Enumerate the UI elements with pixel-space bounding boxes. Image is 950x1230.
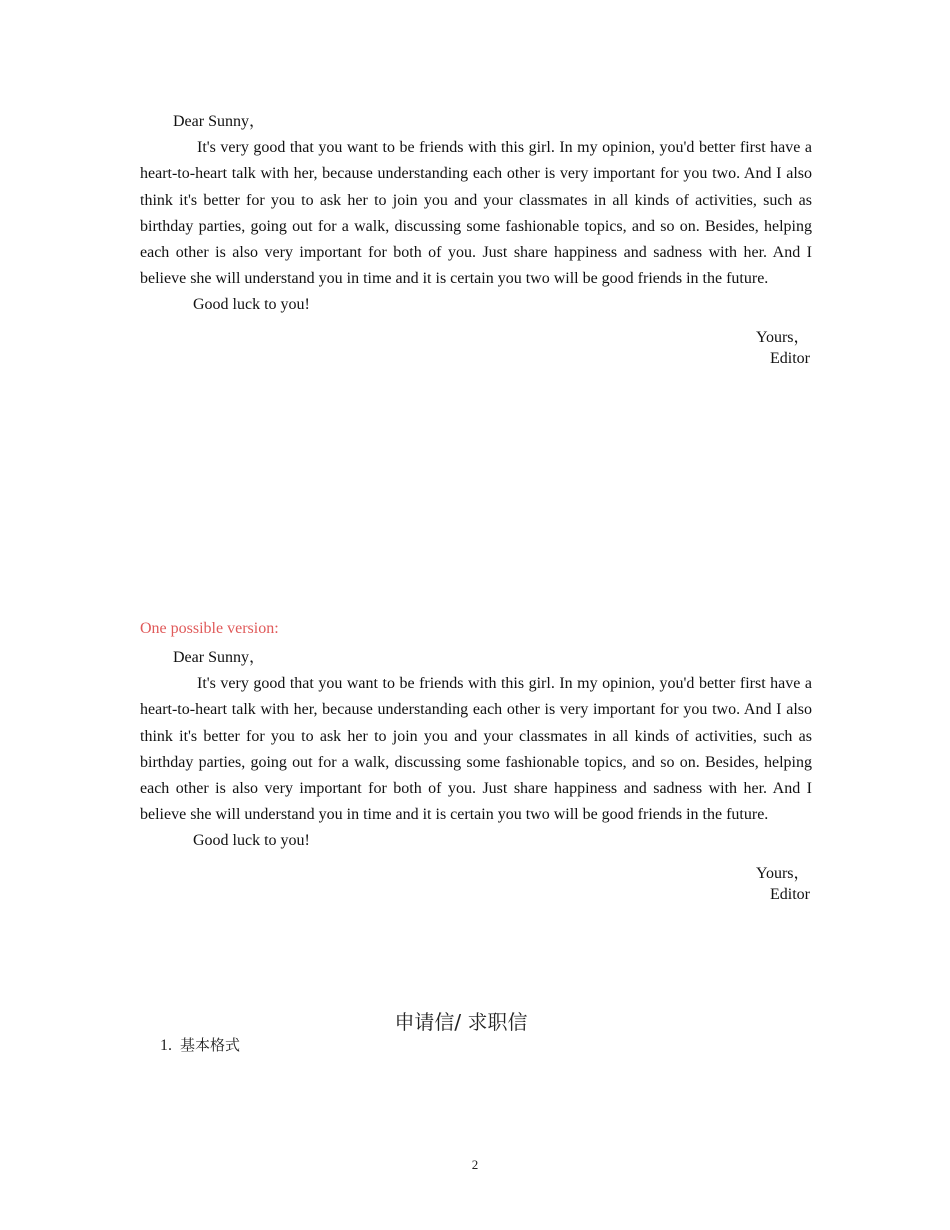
letter-1-closing: Good luck to you! (193, 296, 310, 314)
list-item-number: 1. (160, 1037, 172, 1054)
letter-1 (140, 109, 812, 319)
letter-1-salutation: Dear Sunny， (173, 113, 265, 130)
version-label: One possible version: (140, 620, 279, 637)
page-number: 2 (471, 1157, 479, 1172)
section-title: 申请信/ 求职信 (394, 1010, 528, 1034)
letter-1-body: It's very good that you want to be friends with this girl. In my opinion, you'd better first have a heart-to-heart talk with her, because understanding each other is very important for you two. And I also think it's better for you to ask her to join you and your classmates in all kinds of activities, such as birthday parties, going out for a walk, discussing some fashionable topics, and so on. Besides, helping each other is also very important for both of you. Just share happiness and sadness with her. And I believe she will understand you in time and it is certain you two will be good friends in the future. (140, 139, 812, 288)
letter-1-signature: Editor (770, 350, 810, 367)
letter-2-signature: Editor (770, 886, 810, 903)
letter-2-salutation: Dear Sunny， (173, 649, 265, 666)
letter-2-sign-off: Yours， (756, 865, 810, 882)
list-item (160, 1034, 240, 1055)
letter-2 (140, 645, 812, 855)
letter-2-body: It's very good that you want to be friends with this girl. In my opinion, you'd better first have a heart-to-heart talk with her, because understanding each other is very important for you two. And I also think it's better for you to ask her to join you and your classmates in all kinds of activities, such as birthday parties, going out for a walk, discussing some fashionable topics, and so on. Besides, helping each other is also very important for both of you. Just share happiness and sadness with her. And I believe she will understand you in time and it is certain you two will be good friends in the future. (140, 675, 812, 824)
list-item-label: 基本格式 (180, 1036, 241, 1054)
letter-2-closing: Good luck to you! (193, 832, 310, 850)
letter-1-sign-off: Yours， (756, 329, 810, 346)
